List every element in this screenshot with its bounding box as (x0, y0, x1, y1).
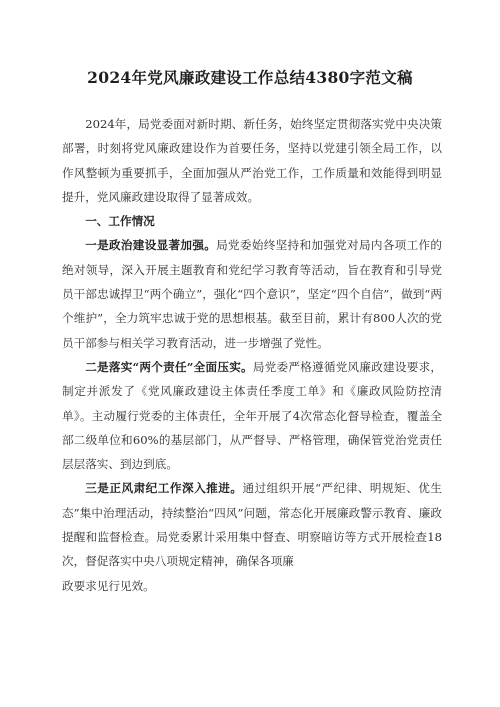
item-paragraph-1 (62, 233, 442, 354)
item-lead-3: 三是正风肃纪工作深入推进。 (85, 481, 243, 496)
item-lead-2: 二是落实“两个责任”全面压实。 (85, 359, 253, 374)
item-paragraph-3-tail: 政要求见行见效。 (62, 578, 155, 593)
section-heading: 一、工作情况 (85, 214, 155, 229)
item-text-2: 局党委严格遵循党风廉政建设要求，制定并派发了《党风廉政建设主体责任季度工单》和《廉政风险防控清单》。主动履行党委的主体责任，全年开展了4次常态化督导检查，覆盖全部二级单位和60%的基层部门，从严督导、严格管理，确保管党治党责任层层落实、到边到底。 (62, 359, 442, 472)
item-lead-1: 一是政治建设显著加强。 (85, 238, 217, 253)
document-body (62, 112, 442, 598)
document-title: 2024年党风廉政建设工作总结4380字范文稿 (87, 68, 413, 87)
intro-paragraph: 2024年，局党委面对新时期、新任务，始终坚定贯彻落实党中央决策部署，时刻将党风廉政建设作为首要任务，坚持以党建引领全局工作，以作风整顿为重要抓手，全面加强从严治党工作，工作质量和效能得到明显提升，党风廉政建设取得了显著成效。 (62, 117, 442, 204)
item-text-3: 通过组织开展“严纪律、明规矩、优生态”集中治理活动，持续整治“四风”问题，常态化开展廉政警示教育、廉政提醒和监督检查。局党委累计采用集中督查、明察暗访等方式开展检查18次，督促落实中央八项规定精神，确保各项廉 (62, 481, 442, 569)
item-paragraph-3 (62, 476, 442, 573)
item-paragraph-2 (62, 355, 442, 476)
item-text-1: 局党委始终坚持和加强党对局内各项工作的绝对领导，深入开展主题教育和党纪学习教育等活动，旨在教育和引导党员干部忠诚捍卫“两个确立”，强化“四个意识”，坚定“四个自信”，做到“两个维护”，全力筑牢忠诚于党的思想根基。截至目前，累计有800人次的党员干部参与相关学习教育活动，进一步增强了党性。 (62, 238, 442, 350)
